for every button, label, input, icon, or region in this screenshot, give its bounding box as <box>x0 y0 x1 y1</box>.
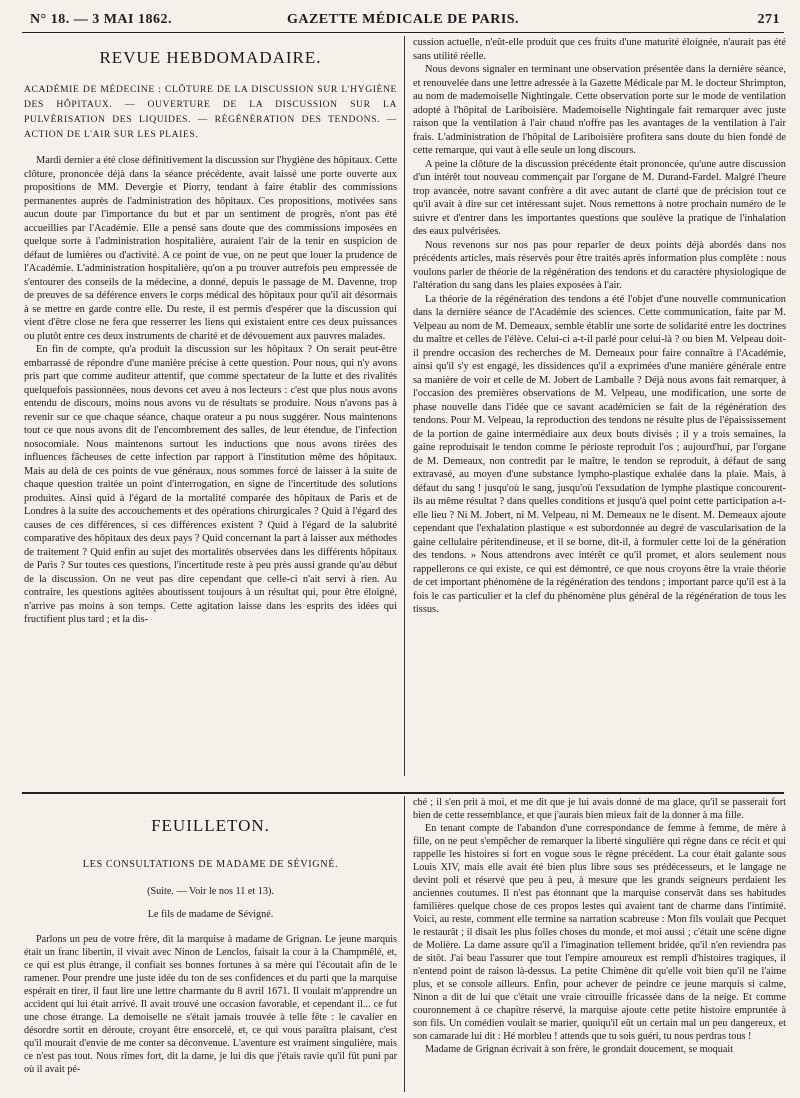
revue-title: REVUE HEBDOMADAIRE. <box>99 48 322 67</box>
feuilleton-section <box>22 796 784 1092</box>
revue-right-column <box>413 36 786 776</box>
revue-section <box>22 36 784 776</box>
revue-summary: ACADÉMIE DE MÉDECINE : CLÔTURE DE LA DISCUSSION SUR L'HYGIÈNE DES HÔPITAUX. — OUVERTURE DE LA DISCUSSION SUR LA PULVÉRISATION DES LIQUIDES. — RÉGÉNÉRATION DES TENDONS. — ACTION DE L'AIR SUR LES PLAIES. <box>24 84 397 140</box>
journal-title: GAZETTE MÉDICALE DE PARIS. <box>286 12 520 27</box>
feuilleton-paragraph: Madame de Grignan écrivait à son frère, le grondait doucement, se moquait <box>425 1044 734 1055</box>
feuilleton-subtitle: LES CONSULTATIONS DE MADAME DE SÉVIGNÉ. <box>82 859 339 870</box>
section-divider <box>22 792 784 794</box>
feuilleton-paragraph: Parlons un peu de votre frère, dit la marquise à madame de Grignan. Le jeune marquis était un franc libertin, il vivait avec Ninon de Lenclos, faisait la cour à la Champmêlé, et, ce qui est plus étrange, il confiait ses bonnes fortunes à sa mère qui l'écoutait afin de le ramener. Pour prendre une juste idée du ton de ses confidences et du parti que la marquise espérait en tirer, il faut lire une lettre charmante du 8 avril 1671. Il voulait m'apprendre un accident qui lui était arrivé. Il avait trouvé une occasion favorable, et cependant il... ce fut une chose étrange. La demoiselle ne s'était jamais trouvée à telle fête : le cavalier en désordre sortit en déroute, croyant être ensorcelé, et, ce qui vous paraîtra plaisant, c'est qu'il mourait d'envie de me conter sa déconvenue. L'aventure est vraiment singulière, mais ce n'est pas tout. Nous rîmes fort, dit la dame, je lui dis que j'étais ravie qu'il fût puni par où il avait pé- <box>24 934 397 1075</box>
revue-paragraph: Nous revenons sur nos pas pour reparler de deux points déjà abordés dans nos précédents articles, mais réservés pour être traités après information plus complète : nous voulons parler de théorie de la régénération des tendons et du caractère physiologique de l'altération du sang dans les plaies exposées à l'air. <box>413 239 786 291</box>
revue-paragraph: cussion actuelle, n'eût-elle produit que ces fruits d'une maturité éloignée, n'aurait pas été sans utilité réelle. <box>413 37 786 62</box>
page-number: 271 <box>757 12 780 27</box>
revue-paragraph: Mardi dernier a été close définitivement la discussion sur l'hygiène des hôpitaux. Cette clôture, prononcée déjà dans la séance précédente, avait laissé une porte ouverte aux propositions de MM. Devergie et Piorry, tendant à faire établir des commissions permanentes auprès de l'administration des hôpitaux. Ces propositions, motivées sans aucun doute par l'importance du but et par un sentiment de progrès, n'ont pas été accueillies par l'Académie. Elle a pensé sans doute que des commissions imposées en quelque sorte à l'administration hospitalière, auraient l'air de la tenir en suspicion de défaut de lumières ou d'activité. A ce point de vue, on ne peut que louer la prudence de l'Académie. L'administration hospitalière, qu'on a pu trouver autrefois peu empressée de s'entourer des conseils de la médecine, a donné, depuis le passage de M. Davenne, trop de preuves de sa déférence envers le corps médical des hôpitaux pour qu'il ait désormais à se mettre en garde contre elle. Du reste, il est permis d'espérer que la discussion qui vient d'être close ne fera que resserrer les liens qui existaient entre ces deux puissances ou plutôt entre ces deux instruments de charité et de dévouement aux pauvres malades. <box>24 155 397 342</box>
masthead <box>22 10 784 33</box>
feuilleton-paragraph: En tenant compte de l'abandon d'une correspondance de femme à femme, de mère à fille, on ne peut s'empêcher de remarquer la liberté singulière qui règne dans ce récit et qui rappelle les histoires si fort en vogue sous le règne précédent. La cour était galante sous Louis XIV, mais elle avait été bien plus libre sous ses prédécesseurs, et le langage ne devint poli et réservé que peu à peu, à mesure que les grands seigneurs perdaient les anciennes coutumes. Il n'est pas étonnant que la marquise conservât dans ses habitudes familières quelque chose de ces propos lestes qui avaient tant de charme dans l'intimité. Voici, au reste, comment elle termine sa narration scabreuse : Mon fils voulait que Pecquet le restaurât ; il disait les plus folles choses du monde, et moi aussi ; c'était une scène digne de Molière. La dame assure qu'il a l'imagination tellement bridée, qu'il n'en reviendra pas de sitôt. J'ai beau l'assurer que tout l'empire amoureux est rempli d'histoires tragiques, il n'entend point de raison là-dessus. La petite Chimène dit qu'elle voit bien qu'il ne l'aime plus, et se console ailleurs. Enfin, pour achever de peindre ce jeune marquis si calme, Ninon a dit de lui que c'était une vraie citrouille fricassée dans de la neige. Et comme couronnement à ce chapitre réservé, la marquise ajoute cette petite histoire empruntée à son fils. Un comédien voulait se marier, quoiqu'il eût un certain mal un peu dangereux, et son camarade lui dit : Hé morbleu ! attends que tu sois guéri, tu nous perdras tous ! <box>413 823 786 1042</box>
feuilleton-paragraph: ché ; il s'en prit à moi, et me dit que je lui avais donné de ma glace, qu'il se passerait fort bien de cette ressemblance, et que j'aurais bien mieux fait de la donner à ma fille. <box>413 797 786 821</box>
revue-paragraph: Nous devons signaler en terminant une observation présentée dans la dernière séance, et renouvelée dans une lettre adressée à la Gazette Médicale par M. le docteur Shrimpton, au nom de mademoiselle Nightingale. Cette observation porte sur le mode de ventilation adopté à l'hôpital de Lariboisière. Mademoiselle Nightingale fait remarquer avec juste raison que la ventilation à l'air chaud n'offre pas les avantages de la ventilation à l'air frais. L'administration de l'hôpital de Lariboisière profitera sans doute du bien fondé de cette remarque, qui vaut à elle seule un long discours. <box>413 64 786 156</box>
issue-number: N° 18. — 3 MAI 1862. <box>30 12 172 27</box>
revue-paragraph: En fin de compte, qu'a produit la discussion sur les hôpitaux ? On serait peut-être embarrassé de répondre d'une manière précise à cette question. Pour nous, qui n'y avons pris part que comme auditeur attentif, que comme spectateur de la lutte et des rivalités quelquefois passionnées, nous devons cet aveu à nos lecteurs : c'est que plus nous avons entendu de discours, moins nous avons vu de résultats se produire. Nous n'avons pas à revenir sur ce que chaque séance, chaque orateur a pu nous suggérer. Nous maintenons tout ce que nous avons dit de l'encombrement des salles, de leur étendue, de l'infection nosocomiale. Nous maintenons surtout les inductions que nous avons tirées des influences fâcheuses de cette infection par rapport à l'institution même des hôpitaux. Mais au delà de ces points de vue généraux, nous sommes forcé de laisser à la suite de chaque question traitée un point d'interrogation, en signe de l'incertitude des solutions produites. Ainsi quid à l'égard de la mortalité comparée des hôpitaux de Paris et de Londres à la suite des accouchements et des opérations chirurgicales ? Quid à l'égard des causes de ces différences, si ces différences existent ? Quid à l'égard de la salubrité comparative des hôpitaux des deux pays ? Quid concernant la part à laisser aux méthodes de traitement ? Quid enfin au sujet des mortalités observées dans les différents hôpitaux de Paris ? Sur toutes ces questions, l'incertitude reste à peu près aussi grande qu'au début de la discussion. On ne veut pas dire cependant que celle-ci n'ait servi à rien. Au contraire, les questions agitées aboutissent toujours à un résultat qui, pour être éloigné, n'arrive pas moins à son temps. Cette agitation laisse dans les esprits des idées qui fructifient plus tard ; et la dis- <box>24 344 397 625</box>
feuilleton-note: (Suite. — Voir le nos 11 et 13). <box>147 886 274 897</box>
revue-left-column <box>24 36 397 776</box>
newspaper-page <box>22 10 784 1092</box>
feuilleton-chapter: Le fils de madame de Sévigné. <box>147 909 274 920</box>
revue-paragraph: A peine la clôture de la discussion précédente était prononcée, qu'une autre discussion d'un intérêt tout nouveau commençait par l'organe de M. Durand-Fardel. Malgré l'heure trop avancée, notre savant confrère a dit avec autant de clarté que de précision tout ce qu'il avait à dire sur cet intéressant sujet. Nous remettons à notre prochain numéro de le suivre et d'entrer dans les importantes questions que soulève la pratique de l'inhalation des eaux pulvérisées. <box>413 158 786 237</box>
feuilleton-right-column <box>413 796 786 1092</box>
feuilleton-title: FEUILLETON. <box>151 816 270 835</box>
feuilleton-left-column <box>24 796 397 1092</box>
revue-paragraph: La théorie de la régénération des tendons a été l'objet d'une nouvelle communication dans la dernière séance de l'Académie des sciences. Cette communication, faite par M. Velpeau au nom de M. Demeaux, semble établir une sorte de solidarité entre les doctrines du maître et celles de l'élève. Celui-ci a-t-il parlé pour celui-là ? ou bien M. Velpeau doit-il prendre occasion des recherches de M. Demeaux pour faire connaître à l'Académie, ainsi qu'il s'y est engagé, les dissidences qu'il a exprimées d'une manière générale entre sa manière de voir et celle de M. Jobert de Lamballe ? Déjà nous avons fait remarquer, à l'occasion des premières observations de M. Velpeau, une modification, une sorte de phase nouvelle dans l'idée que ce savant académicien se fait de la régénération des tendons. Pour M. Velpeau, la reproduction des tendons ne résulte plus de l'épaississement de la portion de gaine intermédiaire aux deux bouts divisés ; il y a trois semaines, la gaine reproduisait le tendon comme le périoste reproduit l'os ; aujourd'hui, par l'organe de M. Demeaux, non contredit par le maître, le tendon se reproduit, à défaut de sang extravasé, au moyen d'une substance lympho-plastique exhalée dans la plaie. Mais, à défaut du sang ! jusqu'où le sang, jusqu'où l'exsudation de lymphe plastique concourent-ils au même résultat ? dans quelles conditions et jusqu'à quel point cette participation a-t-elle lieu ? Ni M. Jobert, ni M. Velpeau, ni M. Demeaux ne le disent. M. Demeaux ajoute cependant que l'exhalation plastique « est subordonnée au degré de vascularisation de la gaine cellulaire péritendineuse, et il se borne, dit-il, à formuler cette loi de la génération des tendons. » Nous attendrons avec intérêt ce qu'il promet, et alors seulement nous rappellerons ce qui existe, ce qui est démontré, ce que nous croyons être la vraie théorie de cet important phénomène de la régénération des tendons ; important parce qu'il est à la fois le cas particulier et la clef du phénomène plus général de la régénération de tous les tissus. <box>413 293 786 615</box>
column-divider <box>404 36 405 776</box>
column-divider <box>404 796 405 1092</box>
